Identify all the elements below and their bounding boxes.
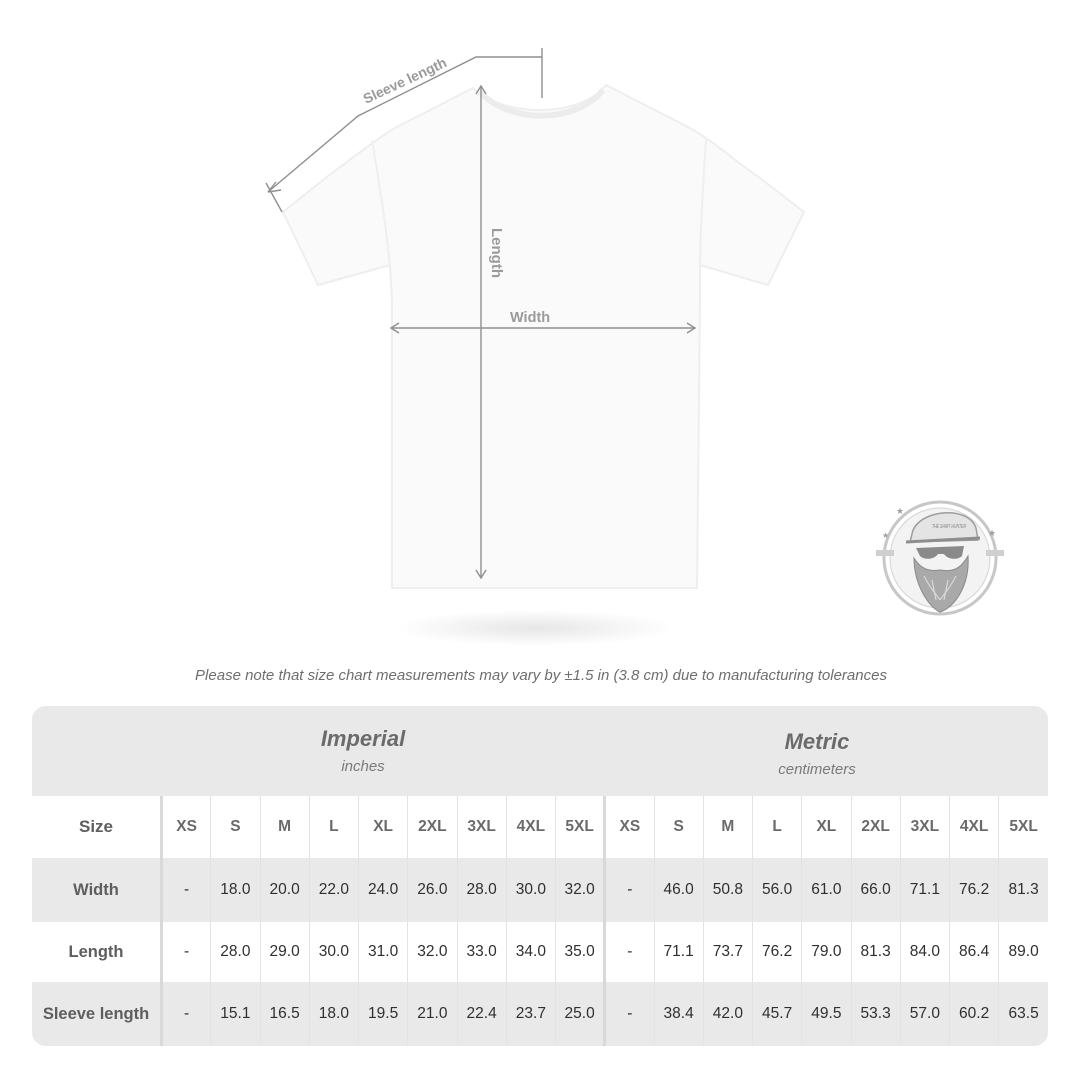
size-table-card (32, 706, 1048, 1046)
metric-value-cell: 45.7 (753, 982, 802, 1046)
imperial-value-cell: 22.0 (309, 858, 358, 922)
imperial-header (213, 726, 513, 775)
row-label: Length (32, 922, 162, 982)
length-row (32, 922, 1048, 982)
imperial-value-cell: 29.0 (260, 922, 309, 982)
row-label: Sleeve length (32, 982, 162, 1046)
imperial-value-cell: 35.0 (556, 922, 605, 982)
metric-value-cell: 81.3 (851, 922, 900, 982)
metric-size-cell: S (654, 796, 703, 858)
imperial-value-cell: 18.0 (211, 858, 260, 922)
unit-header (32, 706, 1048, 796)
imperial-value-cell: 25.0 (556, 982, 605, 1046)
metric-size-cell: L (753, 796, 802, 858)
metric-value-cell: - (605, 858, 654, 922)
metric-value-cell: - (605, 982, 654, 1046)
imperial-value-cell: 18.0 (309, 982, 358, 1046)
imperial-value-cell: 30.0 (309, 922, 358, 982)
imperial-size-cell: S (211, 796, 260, 858)
imperial-value-cell: 32.0 (556, 858, 605, 922)
metric-size-cell: 4XL (950, 796, 999, 858)
imperial-size-cell: 5XL (556, 796, 605, 858)
imperial-value-cell: 16.5 (260, 982, 309, 1046)
metric-value-cell: 60.2 (950, 982, 999, 1046)
brand-logo (872, 496, 1008, 620)
size-label: Size (32, 796, 162, 858)
imperial-value-cell: 15.1 (211, 982, 260, 1046)
metric-value-cell: 38.4 (654, 982, 703, 1046)
metric-value-cell: 63.5 (999, 982, 1048, 1046)
imperial-subtitle: inches (341, 758, 385, 775)
sleeve-length-label: Sleeve length (360, 54, 450, 107)
metric-value-cell: 56.0 (753, 858, 802, 922)
imperial-size-cell: L (309, 796, 358, 858)
metric-size-cell: 2XL (851, 796, 900, 858)
metric-value-cell: 79.0 (802, 922, 851, 982)
imperial-value-cell: 31.0 (359, 922, 408, 982)
tshirt-shape (283, 85, 804, 588)
metric-value-cell: 46.0 (654, 858, 703, 922)
tolerance-note: Please note that size chart measurements may vary by ±1.5 in (3.8 cm) due to manufacturing tolerances (195, 667, 887, 684)
imperial-value-cell: 30.0 (506, 858, 555, 922)
metric-subtitle: centimeters (778, 761, 856, 778)
length-label: Length (488, 228, 505, 278)
imperial-size-cell: XL (359, 796, 408, 858)
svg-text:★: ★ (882, 531, 890, 540)
metric-value-cell: 42.0 (703, 982, 752, 1046)
sleeve-length-row (32, 982, 1048, 1046)
metric-value-cell: - (605, 922, 654, 982)
metric-header (667, 729, 967, 778)
imperial-value-cell: - (162, 858, 211, 922)
size-table (32, 796, 1048, 1046)
svg-text:★: ★ (896, 507, 905, 517)
metric-value-cell: 89.0 (999, 922, 1048, 982)
imperial-size-cell: M (260, 796, 309, 858)
width-row (32, 858, 1048, 922)
metric-title: Metric (784, 729, 850, 754)
tshirt-shadow (395, 610, 675, 646)
width-label: Width (510, 310, 551, 326)
svg-text:★: ★ (988, 529, 997, 539)
imperial-value-cell: 21.0 (408, 982, 457, 1046)
imperial-value-cell: - (162, 982, 211, 1046)
metric-size-cell: M (703, 796, 752, 858)
size-header-row (32, 796, 1048, 858)
imperial-value-cell: 34.0 (506, 922, 555, 982)
metric-value-cell: 53.3 (851, 982, 900, 1046)
metric-value-cell: 76.2 (950, 858, 999, 922)
imperial-value-cell: 32.0 (408, 922, 457, 982)
imperial-value-cell: - (162, 922, 211, 982)
imperial-title: Imperial (320, 726, 406, 751)
metric-value-cell: 81.3 (999, 858, 1048, 922)
metric-size-cell: XS (605, 796, 654, 858)
metric-value-cell: 61.0 (802, 858, 851, 922)
imperial-size-cell: 3XL (457, 796, 506, 858)
row-label: Width (32, 858, 162, 922)
imperial-value-cell: 24.0 (359, 858, 408, 922)
imperial-size-cell: 2XL (408, 796, 457, 858)
imperial-size-cell: XS (162, 796, 211, 858)
metric-value-cell: 71.1 (900, 858, 949, 922)
imperial-value-cell: 23.7 (506, 982, 555, 1046)
logo-cap-text: THE SHIRT HUNTER (932, 524, 967, 530)
metric-size-cell: 3XL (900, 796, 949, 858)
imperial-value-cell: 28.0 (211, 922, 260, 982)
metric-value-cell: 57.0 (900, 982, 949, 1046)
imperial-value-cell: 28.0 (457, 858, 506, 922)
metric-size-cell: 5XL (999, 796, 1048, 858)
imperial-value-cell: 33.0 (457, 922, 506, 982)
imperial-value-cell: 20.0 (260, 858, 309, 922)
metric-value-cell: 71.1 (654, 922, 703, 982)
metric-value-cell: 73.7 (703, 922, 752, 982)
metric-size-cell: XL (802, 796, 851, 858)
metric-value-cell: 84.0 (900, 922, 949, 982)
metric-value-cell: 49.5 (802, 982, 851, 1046)
imperial-value-cell: 26.0 (408, 858, 457, 922)
metric-value-cell: 86.4 (950, 922, 999, 982)
imperial-size-cell: 4XL (506, 796, 555, 858)
metric-value-cell: 66.0 (851, 858, 900, 922)
metric-value-cell: 50.8 (703, 858, 752, 922)
imperial-value-cell: 19.5 (359, 982, 408, 1046)
imperial-value-cell: 22.4 (457, 982, 506, 1046)
metric-value-cell: 76.2 (753, 922, 802, 982)
